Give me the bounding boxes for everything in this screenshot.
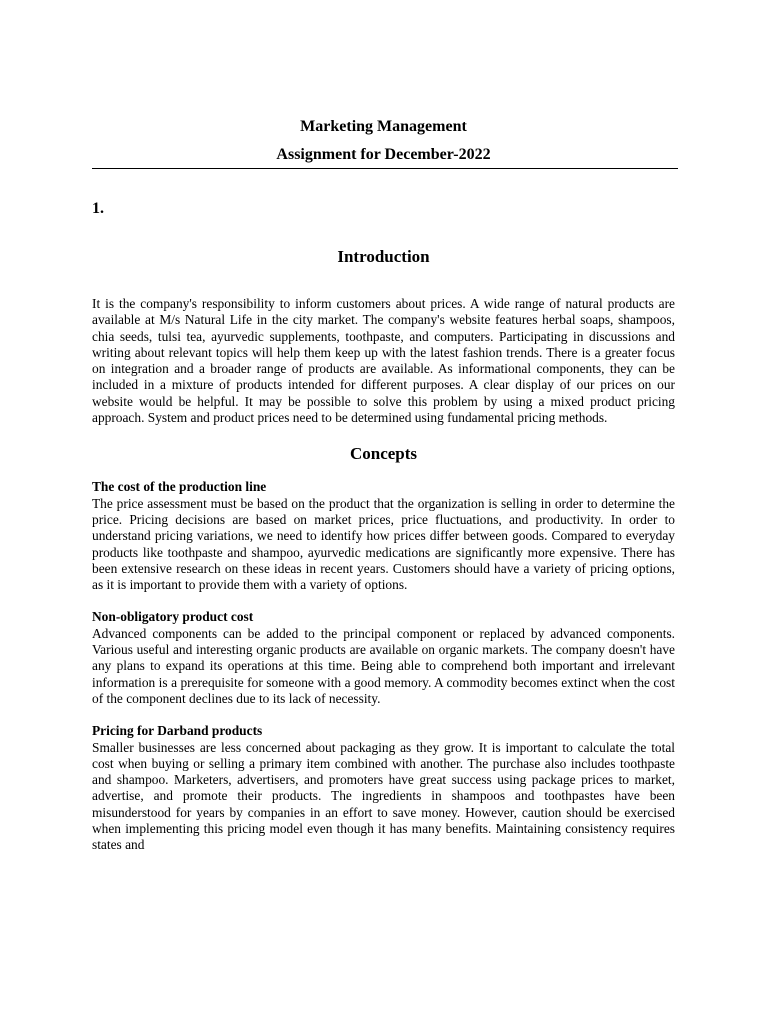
subsection-paragraph-production-line-cost: The price assessment must be based on the product that the organization is selling in order to determine the price. Pricing decisions are based on market prices, price fluctuations, and productivity. In order to understand pricing variations, we need to identify how prices differ between goods. Compared to everyday products like toothpaste and shampoo, ayurvedic medications are significantly more expensive. There has been extensive research on these ideas in recent years. Customers should have a variety of pricing options, as it is important to provide them with a variety of options.: [92, 495, 675, 593]
subsection-heading-production-line-cost: The cost of the production line: [92, 479, 267, 495]
introduction-paragraph: It is the company's responsibility to inform customers about prices. A wide range of natural products are available at M/s Natural Life in the city market. The company's website features herbal soaps, shampoos, chia seeds, tulsi tea, ayurvedic supplements, toothpaste, and computers. Participating in discussions and writing about relevant topics will help them keep up with the latest fashion trends. There is a greater focus on integration and a broader range of products are available. As informational components, they can be included in a mixture of products intended for different purposes. A clear display of our prices on our website would be helpful. It may be possible to solve this problem by using a mixed product pricing approach. System and product prices need to be determined using fundamental pricing methods.: [92, 296, 675, 426]
title-block: [92, 112, 675, 168]
subsection-heading-darband-pricing: Pricing for Darband products: [92, 723, 263, 739]
document-title: Marketing Management: [300, 118, 467, 135]
section-heading-concepts: Concepts: [349, 444, 418, 464]
section-heading-introduction: Introduction: [337, 247, 430, 266]
question-number: 1.: [92, 200, 104, 217]
document-subtitle: Assignment for December-2022: [276, 146, 491, 163]
document-body: [92, 112, 675, 854]
subsection-paragraph-darband-pricing: Smaller businesses are less concerned about packaging as they grow. It is important to calculate the total cost when buying or selling a primary item combined with another. The purchase also includes toothpaste and shampoo. Marketers, advertisers, and promoters have great success using package prices to market, advertise, and promote their products. The ingredients in shampoos and toothpastes have been misunderstood for years by companies in an effort to save money. However, caution should be exercised when implementing this pricing model even though it has many benefits. Maintaining consistency requires states and: [92, 739, 675, 853]
subsection-heading-non-obligatory-cost: Non-obligatory product cost: [92, 609, 254, 625]
title-divider: [92, 168, 678, 169]
subsection-paragraph-non-obligatory-cost: Advanced components can be added to the principal component or replaced by advanced components. Various useful and interesting organic products are available on organic markets. The company doesn't have any plans to expand its operations at this time. Being able to comprehend both important and irrelevant information is a prerequisite for someone with a good memory. A commodity becomes extinct when the cost of the component declines due to its lack of necessity.: [92, 625, 675, 706]
